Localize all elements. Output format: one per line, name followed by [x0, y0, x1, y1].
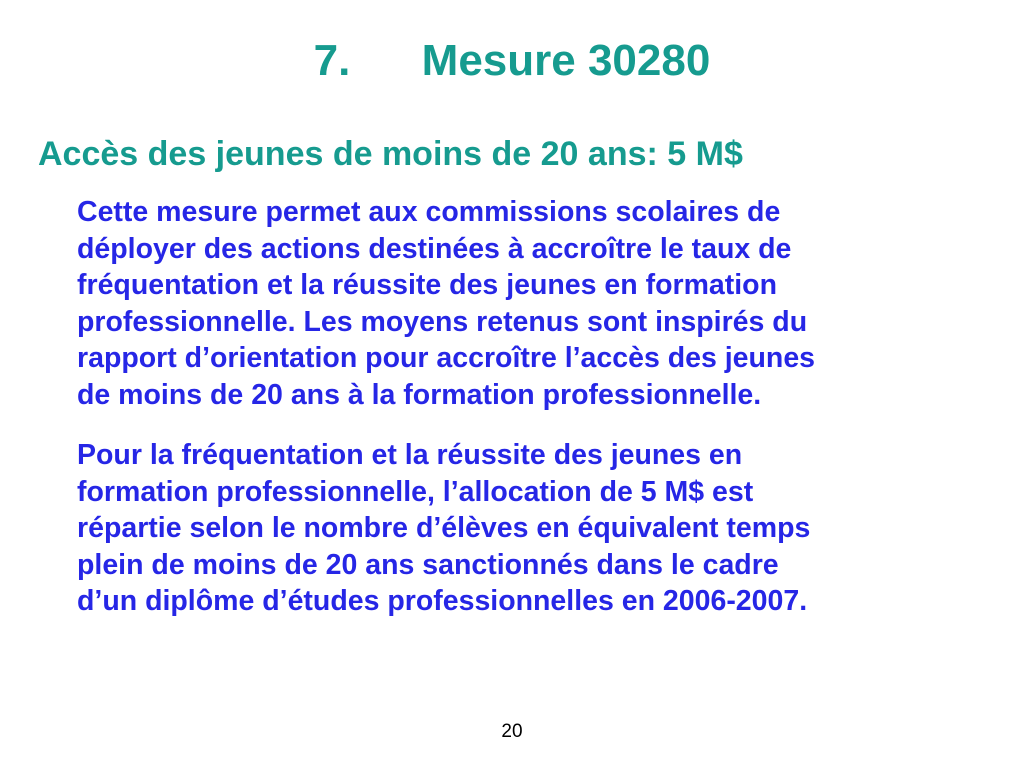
title-text: Mesure 30280 [421, 36, 711, 85]
paragraph-line: rapport d’orientation pour accroître l’accès des jeunes [77, 342, 816, 374]
paragraph-line: d’un diplôme d’études professionnelles en 2006-2007. [77, 585, 808, 617]
paragraph-line: professionnelle. Les moyens retenus sont inspirés du [77, 305, 808, 338]
paragraph-line: déployer des actions destinées à accroître le taux de [77, 232, 792, 265]
section-subtitle: Accès des jeunes de moins de 20 ans: 5 M$ [38, 135, 743, 173]
title-number: 7. [313, 36, 351, 85]
paragraph-line: formation professionnelle, l’allocation de 5 M$ est [77, 475, 754, 508]
paragraph-line: fréquentation et la réussite des jeunes en formation [77, 269, 777, 301]
paragraph-description [77, 194, 977, 413]
paragraph-line: plein de moins de 20 ans sanctionnés dans le cadre [77, 548, 779, 581]
paragraph-allocation [77, 437, 977, 620]
page-number: 20 [501, 721, 523, 742]
paragraph-line: répartie selon le nombre d’élèves en équivalent temps [77, 512, 811, 544]
paragraph-line: Cette mesure permet aux commissions scolaires de [77, 196, 781, 228]
paragraph-line: de moins de 20 ans à la formation professionnelle. [77, 378, 762, 411]
paragraph-line: Pour la fréquentation et la réussite des jeunes en [77, 439, 743, 471]
slide-title [0, 34, 1024, 88]
